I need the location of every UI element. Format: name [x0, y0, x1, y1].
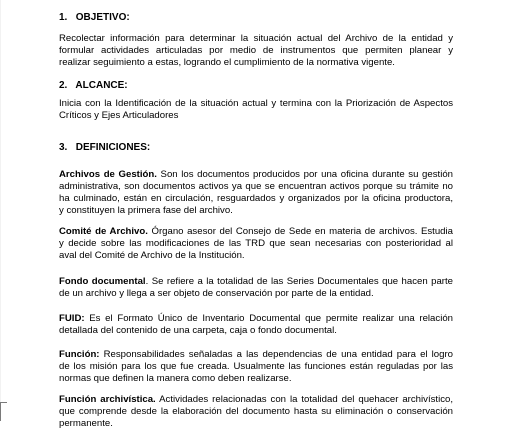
section-title: ALCANCE:: [75, 80, 128, 91]
section-number: 2.: [59, 80, 68, 91]
paragraph-line: que comprende desde la elaboración del documento hasta su eliminación o conservación: [59, 406, 453, 417]
section-title: DEFINICIONES:: [75, 142, 151, 153]
definition-fuid: [59, 313, 453, 337]
definition-text: Responsabilidades señaladas a las dependencias de una entidad para el logro: [99, 349, 453, 360]
section-heading-alcance: [59, 80, 128, 92]
definition-term: Archivos de Gestión.: [59, 169, 157, 180]
definition-term: Función archivística.: [59, 394, 156, 405]
definition-archivos-de-gestion: [59, 169, 453, 217]
page-corner-mark: [0, 402, 7, 421]
paragraph-line: [59, 313, 453, 325]
definition-term: Fondo documental: [59, 276, 146, 287]
paragraph-line: formular actividades articuladas por medio de instrumentos que permiten planear y: [59, 45, 453, 56]
definition-text: Son los documentos producidos por una oficina durante su gestión: [156, 169, 453, 180]
paragraph-line: Recolectar información para determinar la situación actual del Archivo de la entidad y: [59, 33, 453, 44]
paragraph-line: detallada del contenido de una carpeta, caja o fondo documental.: [59, 325, 337, 336]
definition-term: Función:: [59, 349, 100, 360]
paragraph-line: y decide sobre las modificaciones de las TRD que sean necesarias con posterioridad al: [59, 238, 453, 249]
paragraph-line: y constituyen la primera fase del archivo.: [59, 205, 233, 216]
definition-funcion-archivistica: [59, 394, 453, 430]
definition-term: Comité de Archivo.: [59, 226, 148, 237]
paragraph-line: administrativa, son documentos activos ya que se encuentran activos porque su trámite no: [59, 181, 453, 192]
definition-text: Órgano asesor del Consejo de Sede en materia de archivos. Estudia: [147, 226, 453, 237]
paragraph-line: [59, 169, 453, 181]
paragraph-line: ha culminado, están en circulación, resguardados y organizados por la oficina productora,: [59, 193, 453, 204]
paragraph-line: normas que definen la manera como deben realizarse.: [59, 373, 292, 384]
page-left-edge: [0, 0, 1, 420]
definition-term: FUID:: [59, 313, 85, 324]
paragraph-line: [59, 226, 453, 238]
paragraph-line: de los misión para los que fue creada. Usualmente las funciones están reguladas por las: [59, 361, 453, 372]
section-number: 3.: [59, 142, 68, 153]
definition-text: Es el Formato Único de Inventario Documental que permite realizar una relación: [84, 313, 453, 324]
paragraph-line: Inicia con la Identificación de la situación actual y termina con la Priorización de Aspectos: [59, 98, 453, 109]
paragraph-line: Críticos y Ejes Articuladores: [59, 110, 179, 121]
section-title: OBJETIVO:: [75, 12, 130, 23]
definition-text: Actividades relacionadas con la totalidad del quehacer archivístico,: [155, 394, 453, 405]
paragraph-line: [59, 394, 453, 406]
paragraph-line: aval del Comité de Archivo de la Institución.: [59, 250, 245, 261]
alcance-paragraph: [59, 98, 453, 122]
paragraph-line: [59, 349, 453, 361]
paragraph-line: permanente.: [59, 418, 113, 429]
paragraph-line: de un archivo y llega a ser objeto de conservación por parte de la entidad.: [59, 288, 374, 299]
paragraph-line: [59, 276, 453, 288]
section-heading-definiciones: [59, 142, 150, 154]
section-heading-objetivo: [59, 12, 130, 24]
definition-funcion: [59, 349, 453, 385]
section-number: 1.: [59, 12, 68, 23]
definition-fondo-documental: [59, 276, 453, 300]
definition-comite-de-archivo: [59, 226, 453, 262]
objetivo-paragraph: [59, 33, 453, 69]
paragraph-line: realizar seguimiento a estas, logrando el cumplimiento de la normativa vigente.: [59, 57, 395, 68]
definition-text: . Se refiere a la totalidad de las Series Documentales que hacen parte: [145, 276, 454, 287]
